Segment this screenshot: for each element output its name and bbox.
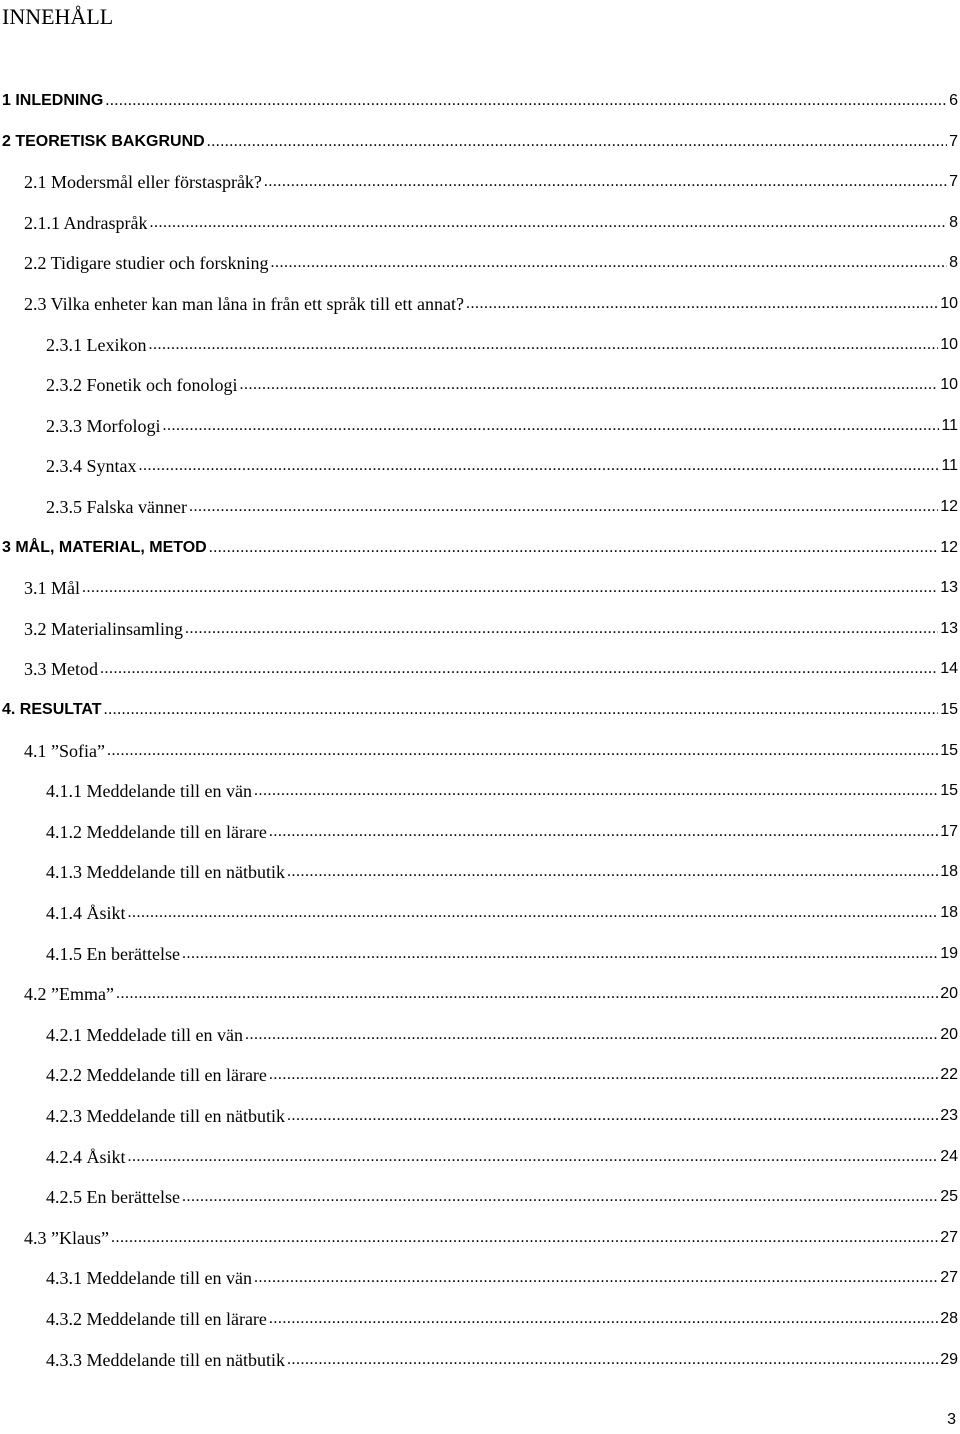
toc-entry-page: 11 xyxy=(941,416,958,434)
toc-entry-title: 2.3.1 Lexikon xyxy=(46,334,147,355)
toc-heading: INNEHÅLL xyxy=(2,4,114,29)
toc-entry-title: 4.1.2 Meddelande till en lärare xyxy=(46,821,267,842)
dot-leader xyxy=(189,496,938,518)
dot-leader xyxy=(111,1227,938,1249)
toc-entry[interactable] xyxy=(46,857,958,883)
toc-entry-page: 10 xyxy=(940,376,958,394)
toc-entry-title: 2 TEORETISK BAKGRUND xyxy=(2,132,205,150)
toc-entry-title: 2.3.3 Morfologi xyxy=(46,415,161,436)
dot-leader xyxy=(104,699,939,721)
toc-entry-title: 2.3.4 Syntax xyxy=(46,456,137,477)
toc-entry-title: 4.3 ”Klaus” xyxy=(24,1227,109,1248)
toc-entry-title: 4.1.1 Meddelande till en vän xyxy=(46,781,252,802)
toc-entry-page: 20 xyxy=(940,985,958,1003)
toc-entry-page: 15 xyxy=(940,701,958,718)
toc-entry-title: 3 MÅL, MATERIAL, METOD xyxy=(2,538,207,556)
toc-entry-title: 2.3.2 Fonetik och fonologi xyxy=(46,375,238,396)
toc-entry[interactable] xyxy=(46,939,958,965)
toc-entry-page: 20 xyxy=(940,1025,958,1043)
toc-entry-title: 4. RESULTAT xyxy=(2,701,102,718)
toc-entry[interactable] xyxy=(46,451,958,477)
page-number: 3 xyxy=(947,1411,956,1428)
toc-entry-page: 13 xyxy=(940,619,958,637)
toc-entry[interactable] xyxy=(24,167,958,193)
dot-leader xyxy=(287,1105,938,1127)
toc-entry-page: 17 xyxy=(940,822,958,840)
toc-entry-title: 4.2 ”Emma” xyxy=(24,984,114,1005)
toc-entry-title: 4.1.3 Meddelande till en nätbutik xyxy=(46,862,285,883)
toc-entry-page: 15 xyxy=(940,741,958,759)
toc-entry-page: 12 xyxy=(940,498,958,515)
toc-entry-page: 19 xyxy=(940,944,958,962)
toc-entry-page: 22 xyxy=(940,1066,958,1084)
toc-entry-title: 4.2.5 En berättelse xyxy=(46,1187,180,1208)
toc-entry-page: 8 xyxy=(949,254,958,272)
toc-entry[interactable] xyxy=(24,248,958,274)
toc-entry[interactable] xyxy=(46,1182,958,1208)
toc-entry-page: 13 xyxy=(940,579,958,597)
toc-entry-page: 8 xyxy=(949,213,958,231)
dot-leader xyxy=(287,1349,938,1371)
toc-entry-page: 25 xyxy=(940,1188,958,1206)
toc-entry-title: 2.2 Tidigare studier och forskning xyxy=(24,253,269,274)
dot-leader xyxy=(128,902,939,924)
toc-entry[interactable] xyxy=(46,370,958,396)
toc-entry-page: 18 xyxy=(940,863,958,881)
toc-entry-page: 10 xyxy=(940,335,958,353)
toc-entry-page: 7 xyxy=(949,173,958,191)
dot-leader xyxy=(207,131,947,153)
toc-entry-title: 2.3.5 Falska vänner xyxy=(46,497,187,517)
toc-entry[interactable] xyxy=(46,1060,958,1086)
toc-entry[interactable] xyxy=(46,776,958,802)
toc-entry-title: 3.1 Mål xyxy=(24,578,80,599)
toc-entry-page: 11 xyxy=(941,457,958,475)
dot-leader xyxy=(245,1024,938,1046)
toc-entry[interactable] xyxy=(24,1223,958,1249)
dot-leader xyxy=(209,537,938,559)
toc-entry-title: 3.3 Metod xyxy=(24,659,98,680)
toc-entry-page: 29 xyxy=(940,1350,958,1368)
dot-leader xyxy=(128,1146,939,1168)
dot-leader xyxy=(254,1267,938,1289)
toc-entry[interactable] xyxy=(2,533,958,559)
toc-entry[interactable] xyxy=(46,1142,958,1168)
toc-entry-title: 4.2.1 Meddelade till en vän xyxy=(46,1024,243,1045)
toc-entry-title: 4.2.3 Meddelande till en nätbutik xyxy=(46,1106,285,1126)
toc-entry-title: 4.1.5 En berättelse xyxy=(46,943,180,964)
toc-entry[interactable] xyxy=(46,1263,958,1289)
toc-entry[interactable] xyxy=(46,898,958,924)
toc-entry-page: 18 xyxy=(940,904,958,921)
toc-entry[interactable] xyxy=(2,127,958,153)
dot-leader xyxy=(271,252,948,274)
dot-leader xyxy=(149,212,947,234)
toc-entry[interactable] xyxy=(46,1304,958,1330)
toc-entry[interactable] xyxy=(24,979,958,1005)
dot-leader xyxy=(287,861,938,883)
toc-entry-page: 7 xyxy=(949,132,958,150)
toc-entry-page: 10 xyxy=(940,295,958,312)
toc-entry[interactable] xyxy=(24,654,958,680)
toc-entry-title: 4.2.4 Åsikt xyxy=(46,1146,126,1167)
toc-entry-page: 23 xyxy=(940,1107,958,1124)
toc-entry-title: 4.3.3 Meddelande till en nätbutik xyxy=(46,1349,285,1370)
toc-entry-page: 28 xyxy=(940,1310,958,1327)
toc-entry-title: 4.3.2 Meddelande till en lärare xyxy=(46,1309,267,1329)
toc-entry-title: 3.2 Materialinsamling xyxy=(24,618,183,639)
dot-leader xyxy=(182,1186,938,1208)
toc-entry[interactable] xyxy=(46,1101,958,1127)
toc-entry[interactable] xyxy=(46,1020,958,1046)
toc-entry-page: 6 xyxy=(949,92,958,109)
toc-entry-title: 1 INLEDNING xyxy=(2,92,104,109)
dot-leader xyxy=(139,455,940,477)
dot-leader xyxy=(105,90,947,112)
dot-leader xyxy=(163,415,940,437)
toc-entry[interactable] xyxy=(2,695,958,721)
toc-entry-title: 2.1 Modersmål eller förstaspråk? xyxy=(24,172,262,193)
dot-leader xyxy=(269,821,938,843)
dot-leader xyxy=(264,171,947,193)
dot-leader xyxy=(82,577,938,599)
dot-leader xyxy=(269,1308,938,1330)
toc-entry-title: 4.3.1 Meddelande till en vän xyxy=(46,1268,252,1289)
toc-entry[interactable] xyxy=(46,330,958,356)
dot-leader xyxy=(149,334,939,356)
toc-entry-title: 4.2.2 Meddelande till en lärare xyxy=(46,1065,267,1086)
dot-leader xyxy=(185,618,938,640)
toc-entry-page: 14 xyxy=(940,660,958,678)
dot-leader xyxy=(269,1064,938,1086)
toc-entry-page: 27 xyxy=(940,1269,958,1287)
toc-entry-title: 4.1.4 Åsikt xyxy=(46,903,126,923)
dot-leader xyxy=(254,780,938,802)
toc-entry-title: 2.3 Vilka enheter kan man låna in från ett språk till ett annat? xyxy=(24,294,464,314)
toc-entry-page: 27 xyxy=(940,1228,958,1246)
dot-leader xyxy=(116,983,938,1005)
dot-leader xyxy=(182,943,938,965)
dot-leader xyxy=(100,658,938,680)
toc-entry-page: 12 xyxy=(940,538,958,556)
dot-leader xyxy=(107,740,938,762)
toc-entry[interactable] xyxy=(24,289,958,315)
toc-entry[interactable] xyxy=(46,411,958,437)
toc-entry-page: 24 xyxy=(940,1147,958,1165)
toc-entry-title: 2.1.1 Andraspråk xyxy=(24,212,148,233)
toc-entry[interactable] xyxy=(24,208,958,234)
toc-entry[interactable] xyxy=(46,1345,958,1371)
dot-leader xyxy=(466,293,938,315)
dot-leader xyxy=(240,374,939,396)
toc-entry-title: 4.1 ”Sofia” xyxy=(24,740,105,761)
toc-entry[interactable] xyxy=(2,86,958,112)
toc-entry[interactable] xyxy=(24,614,958,640)
toc-entry-page: 15 xyxy=(940,782,958,800)
toc-entry[interactable] xyxy=(46,492,958,518)
toc-entry[interactable] xyxy=(24,736,958,762)
toc-entry[interactable] xyxy=(24,573,958,599)
toc-entry[interactable] xyxy=(46,817,958,843)
